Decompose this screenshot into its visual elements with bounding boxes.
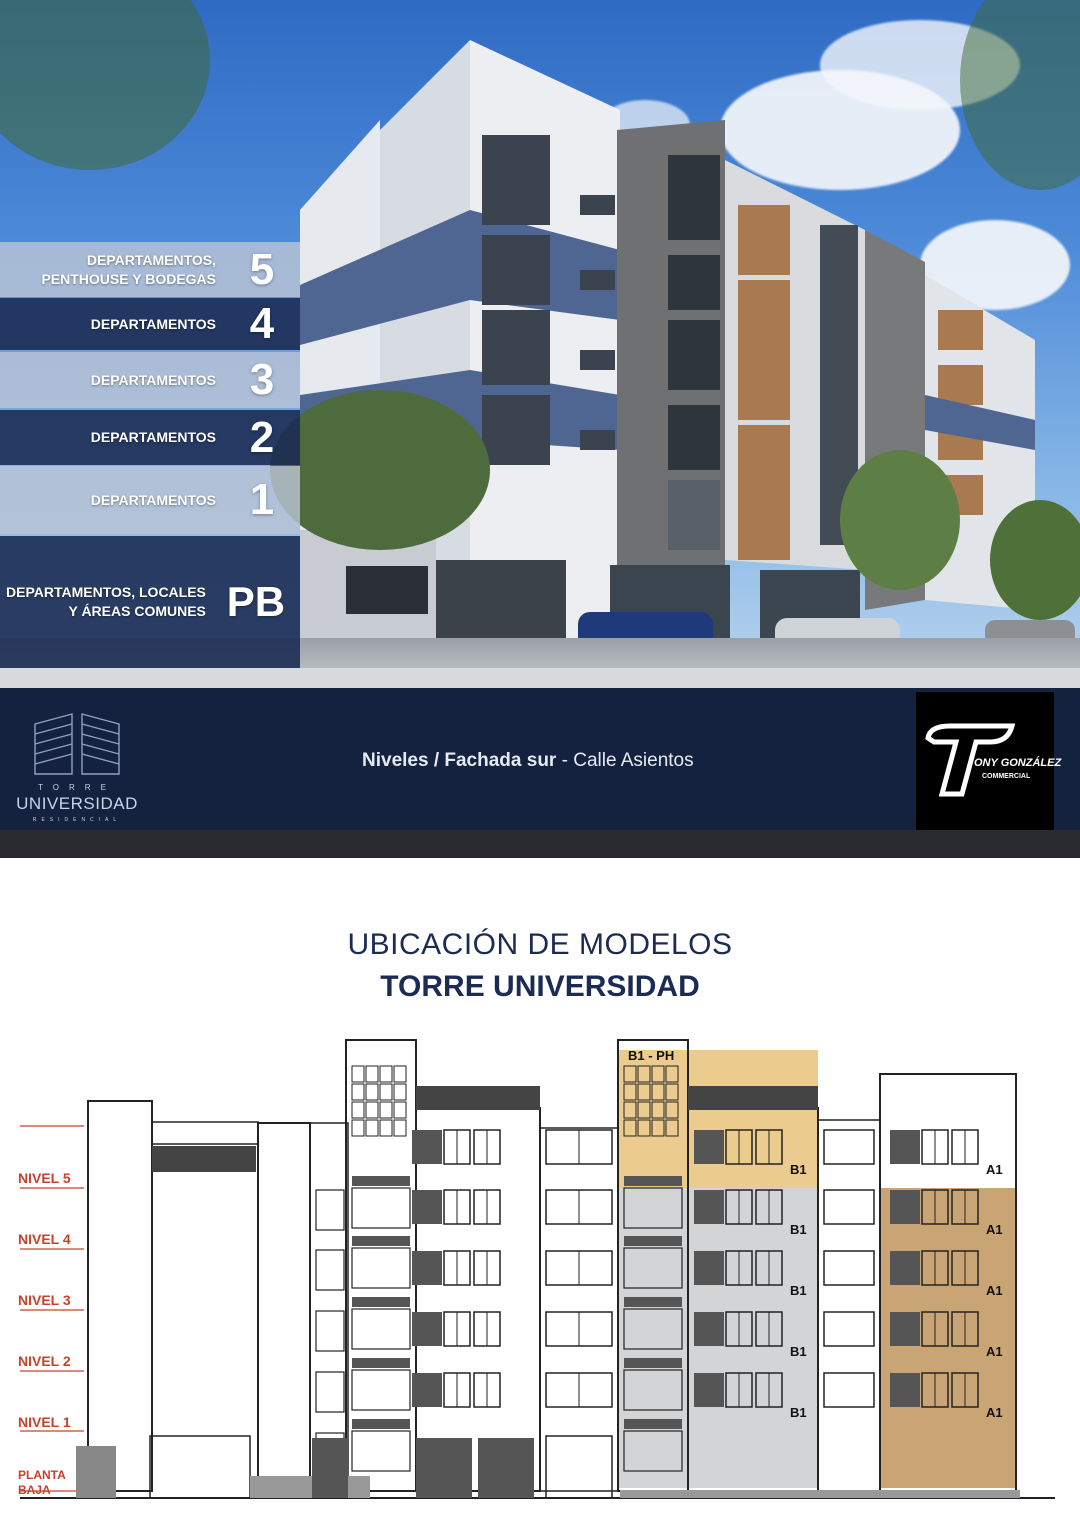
info-bar: [0, 688, 1080, 830]
roof-louver: [416, 1086, 540, 1110]
grid-window: [352, 1066, 364, 1082]
window: [316, 1190, 344, 1230]
b1-label: B1: [790, 1162, 807, 1177]
balcony-rail: [624, 1176, 682, 1186]
level-number: 2: [249, 412, 275, 462]
louver-panel: [412, 1373, 442, 1407]
louver-panel: [890, 1190, 920, 1224]
window: [824, 1190, 874, 1224]
louver-panel: [412, 1130, 442, 1164]
building-lines-icon: [27, 702, 127, 776]
tower-outline: [416, 1108, 540, 1491]
level-label: DEPARTAMENTOS: [90, 429, 216, 445]
window: [316, 1372, 344, 1412]
louver-panel: [694, 1130, 724, 1164]
agency-line1: ONY GONZÁLEZ: [974, 757, 1062, 769]
level-label: DEPARTAMENTOS: [90, 491, 216, 508]
grid-window: [352, 1120, 364, 1136]
level-band-4: [0, 298, 300, 350]
grid-window: [394, 1084, 406, 1100]
stone-wall: [76, 1446, 116, 1498]
grid-window: [380, 1120, 392, 1136]
louver-panel: [890, 1373, 920, 1407]
louver-panel: [694, 1251, 724, 1285]
louver-panel: [694, 1373, 724, 1407]
louver-panel: [694, 1190, 724, 1224]
plan-title: UBICACIÓN DE MODELOS: [347, 928, 733, 961]
level-number: 3: [249, 355, 275, 404]
window: [824, 1130, 874, 1164]
b1-label: B1: [790, 1405, 807, 1420]
level-band-2: [0, 410, 300, 465]
tower-outline: [818, 1120, 880, 1491]
torre-universidad-logo: [16, 702, 138, 823]
window: [824, 1251, 874, 1285]
plan-subtitle: TORRE UNIVERSIDAD: [380, 970, 700, 1003]
elevation-drawing: [0, 858, 1080, 1524]
grid-window: [394, 1102, 406, 1118]
penthouse-fill: [618, 1050, 818, 1188]
grid-window: [394, 1120, 406, 1136]
nivel-label: PLANTA BAJA: [18, 1468, 66, 1497]
entrance-door: [546, 1436, 612, 1498]
stone-base: [620, 1490, 1020, 1498]
balcony-rail: [352, 1236, 410, 1246]
level-band-pb: [0, 536, 300, 668]
nivel-label: NIVEL 1: [18, 1414, 71, 1430]
window: [316, 1250, 344, 1290]
grid-window: [366, 1120, 378, 1136]
balcony-rail: [352, 1176, 410, 1186]
entrance-door: [150, 1436, 250, 1498]
window: [352, 1370, 410, 1410]
louver-panel: [412, 1251, 442, 1285]
logo-torre: TORRE: [38, 783, 116, 792]
logo-residencial: RESIDENCIAL: [32, 817, 122, 823]
louver-panel: [890, 1312, 920, 1346]
grid-window: [380, 1066, 392, 1082]
stone-base: [250, 1476, 370, 1498]
nivel-label: NIVEL 2: [18, 1353, 71, 1369]
louver-panel: [890, 1130, 920, 1164]
level-band-3: [0, 352, 300, 408]
grid-window: [352, 1084, 364, 1100]
a1-label: A1: [986, 1162, 1003, 1177]
roof-louver: [152, 1146, 256, 1172]
a1-label: A1: [986, 1405, 1003, 1420]
b1-label: B1: [790, 1344, 807, 1359]
grid-window: [366, 1066, 378, 1082]
grid-window: [366, 1102, 378, 1118]
level-label: DEPARTAMENTOS: [90, 315, 216, 332]
window: [316, 1311, 344, 1351]
balcony-rail: [352, 1297, 410, 1307]
balcony-rail: [624, 1419, 682, 1429]
balcony-rail: [624, 1358, 682, 1368]
level-band-5: [0, 242, 300, 297]
grid-window: [352, 1102, 364, 1118]
level-number: PB: [226, 578, 286, 625]
garage-door: [478, 1438, 534, 1498]
level-band-1: [0, 466, 300, 534]
nivel-label: NIVEL 4: [18, 1231, 71, 1247]
level-number: 5: [249, 244, 275, 294]
logo-universidad: UNIVERSIDAD: [16, 794, 138, 813]
a1-label: A1: [986, 1283, 1003, 1298]
garage-door: [312, 1438, 348, 1498]
garage-door: [416, 1438, 472, 1498]
level-number: 1: [249, 475, 275, 524]
grid-window: [380, 1084, 392, 1100]
louver-panel: [412, 1312, 442, 1346]
a1-label: A1: [986, 1222, 1003, 1237]
nivel-label: NIVEL 5: [18, 1170, 71, 1186]
caption-rest: Calle Asientos: [573, 750, 694, 771]
grid-window: [380, 1102, 392, 1118]
tower-outline: [258, 1123, 310, 1491]
window: [352, 1431, 410, 1471]
a1-label: A1: [986, 1344, 1003, 1359]
louver-panel: [890, 1251, 920, 1285]
window: [824, 1373, 874, 1407]
agency-logo: [916, 692, 1062, 830]
level-label: DEPARTAMENTOS, PENTHOUSE Y BODEGAS: [41, 251, 216, 287]
street: [0, 668, 1080, 690]
tower-outline: [88, 1101, 152, 1491]
elevation-plan: [0, 858, 1080, 1524]
tg-monogram-icon: [920, 716, 1062, 806]
balcony-rail: [624, 1297, 682, 1307]
building-render: [0, 0, 1080, 690]
window: [352, 1188, 410, 1228]
balcony-rail: [352, 1358, 410, 1368]
level-label: DEPARTAMENTOS, LOCALES Y ÁREAS COMUNES: [6, 584, 206, 619]
b1-label: B1: [790, 1283, 807, 1298]
roof-louver: [688, 1086, 818, 1110]
window: [352, 1248, 410, 1288]
agency-line2: COMMERCIAL: [982, 773, 1031, 780]
caption-sep: -: [556, 750, 574, 771]
grid-window: [394, 1066, 406, 1082]
louver-panel: [694, 1312, 724, 1346]
level-label: DEPARTAMENTOS: [90, 371, 216, 388]
facade-caption: [362, 750, 694, 772]
window: [352, 1309, 410, 1349]
level-number: 4: [249, 299, 275, 348]
roof-outline: [152, 1122, 258, 1144]
louver-panel: [412, 1190, 442, 1224]
grid-window: [366, 1084, 378, 1100]
balcony-rail: [624, 1236, 682, 1246]
penthouse-label: B1 - PH: [628, 1048, 675, 1063]
b1-label: B1: [790, 1222, 807, 1237]
nivel-label: NIVEL 3: [18, 1292, 71, 1308]
balcony-rail: [352, 1419, 410, 1429]
window: [824, 1312, 874, 1346]
caption-bold: Niveles / Fachada sur: [362, 750, 557, 771]
